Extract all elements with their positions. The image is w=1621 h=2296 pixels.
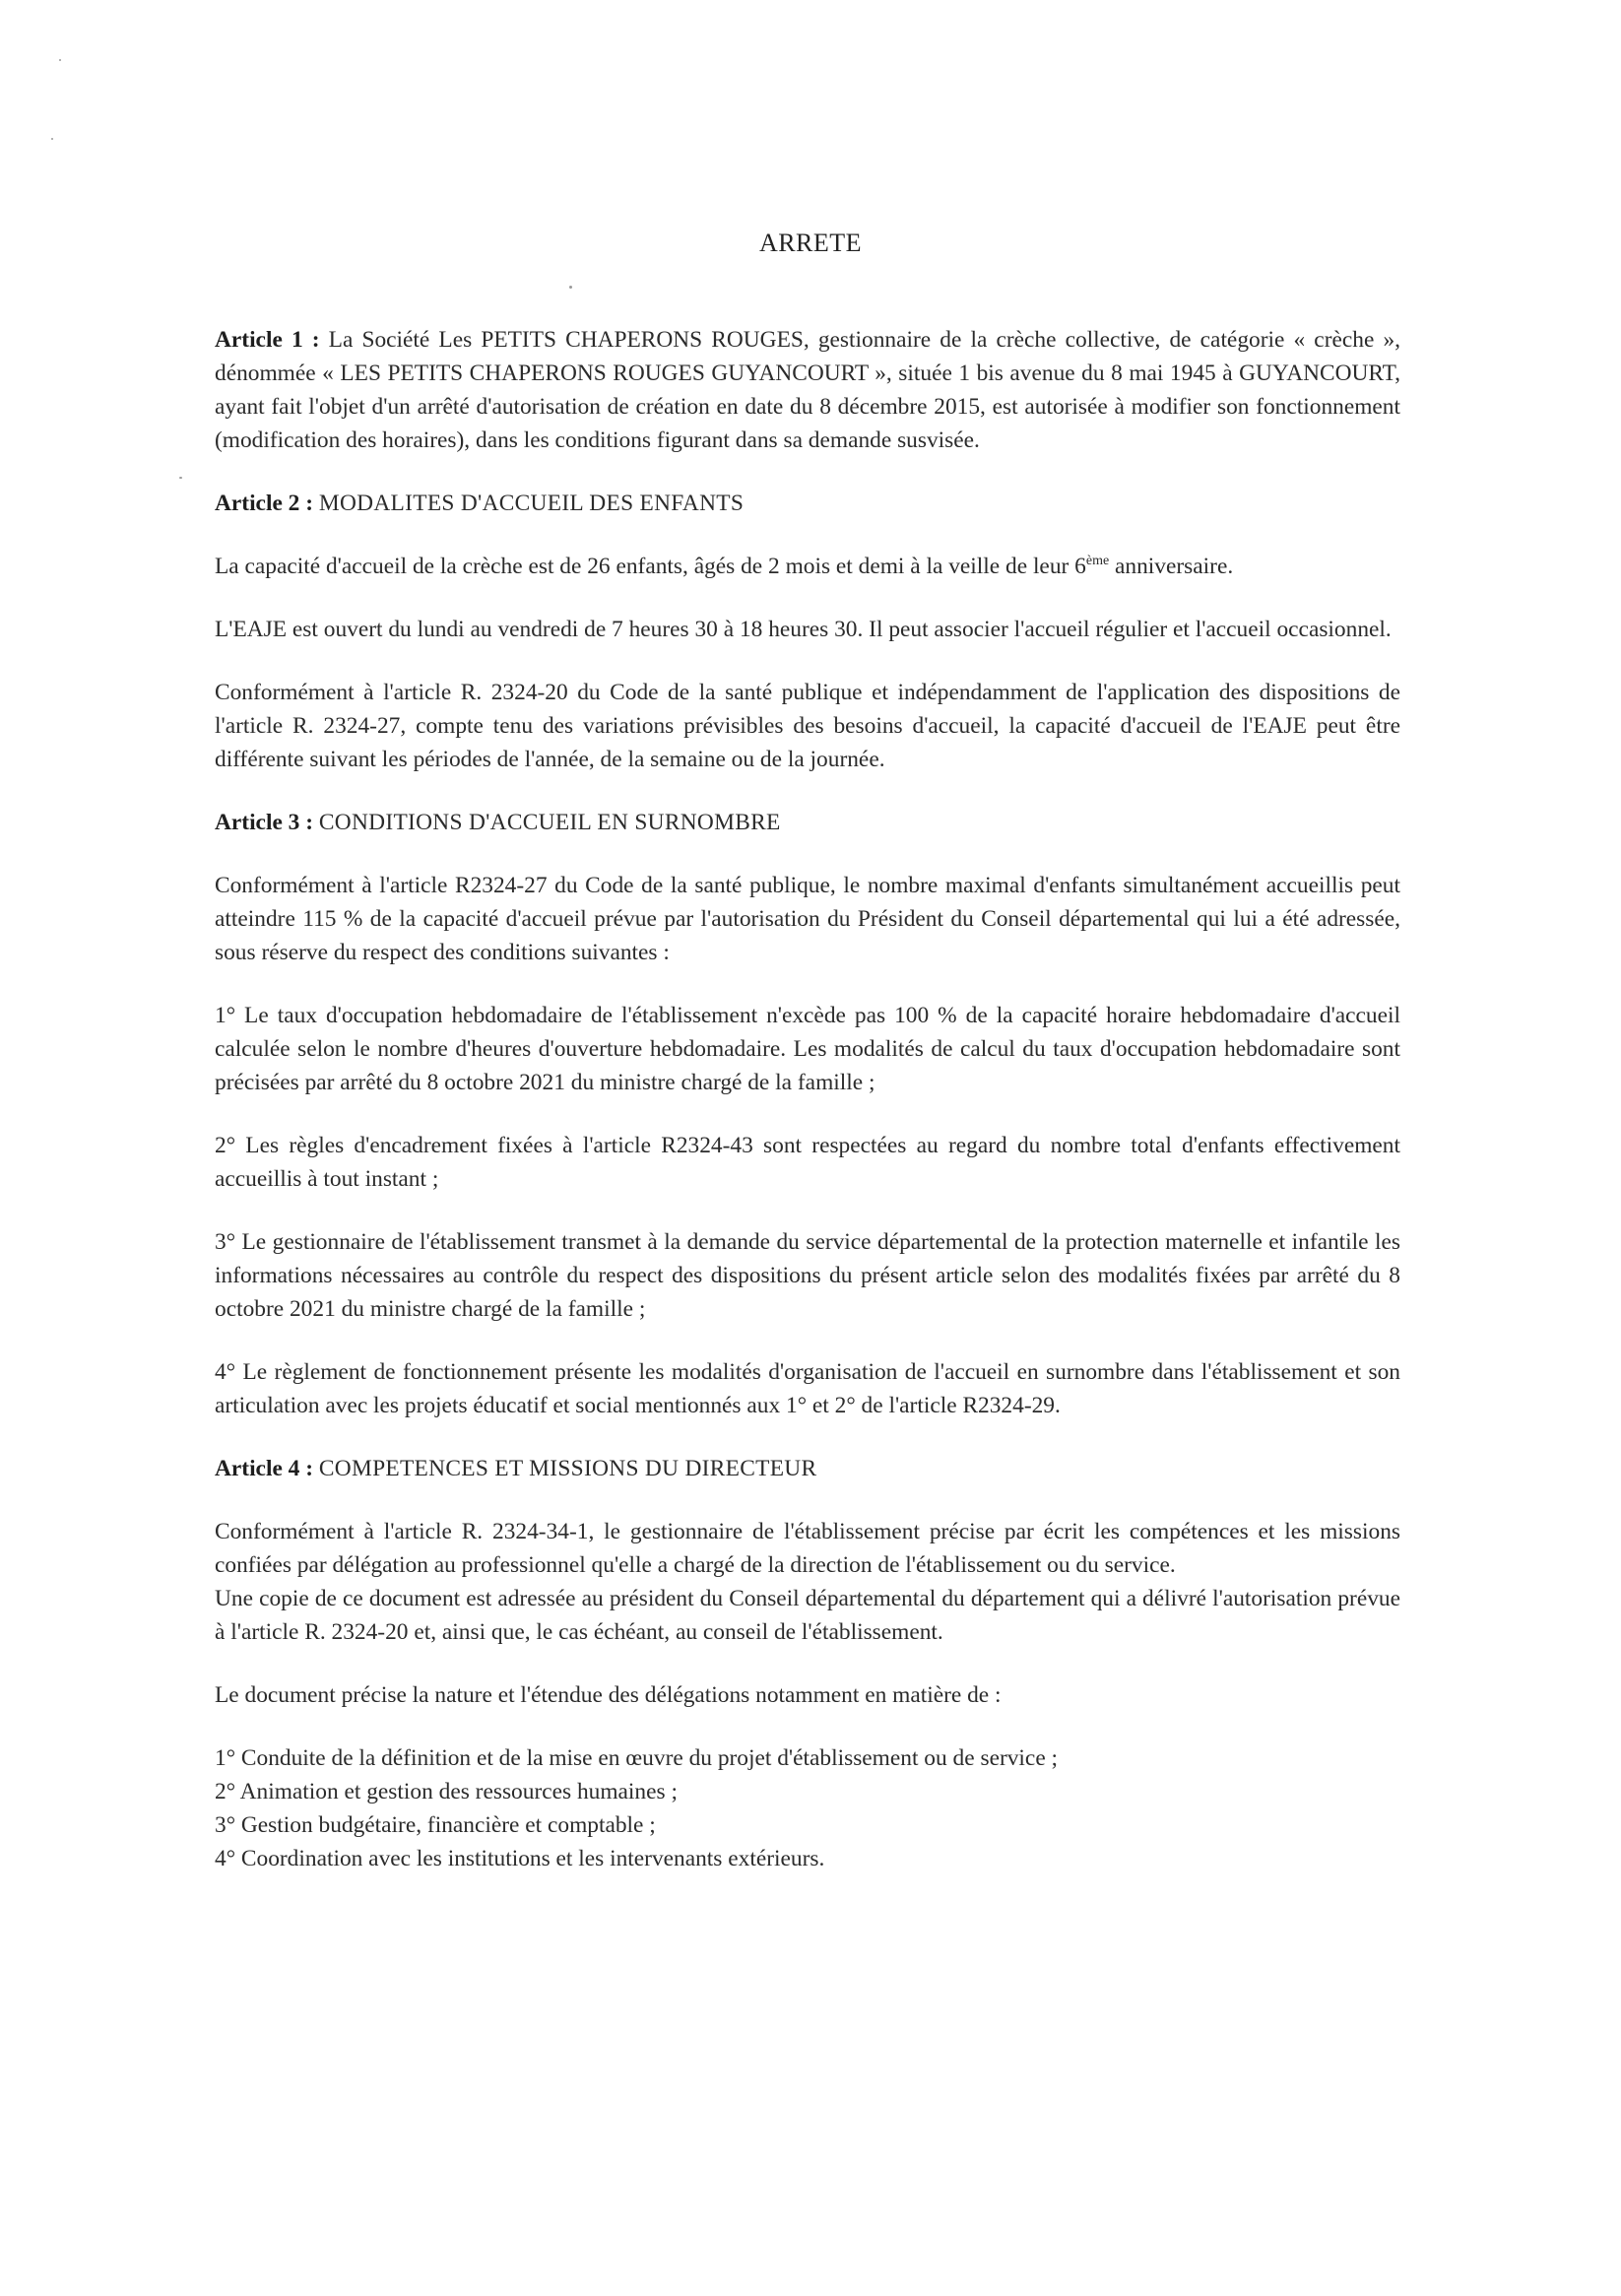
article-4-competences: Conformément à l'article R. 2324-34-1, le gestionnaire de l'établissement précise par écrit les compétences et les missions confiées par délégation au professionnel qu'elle a chargé de la direction de l'établissement ou du service. <box>215 1519 1400 1578</box>
article-2-heading <box>215 487 1400 520</box>
article-2-capacity-text: La capacité d'accueil de la crèche est de 26 enfants, âgés de 2 mois et demi à la veille de leur 6 <box>215 554 1086 579</box>
article-3-title: CONDITIONS D'ACCUEIL EN SURNOMBRE <box>318 810 781 835</box>
article-4-delegations-intro: Le document précise la nature et l'étendue des délégations notamment en matière de : <box>215 1682 1002 1708</box>
document-title: ARRETE <box>758 229 863 257</box>
list-item: 1° Conduite de la définition et de la mise en œuvre du projet d'établissement ou de service ; <box>215 1745 1059 1771</box>
article-2-title: MODALITES D'ACCUEIL DES ENFANTS <box>318 491 745 516</box>
article-3-condition-4: 4° Le règlement de fonctionnement présente les modalités d'organisation de l'accueil en surnombre dans l'établissement et son articulation avec les projets éducatif et social mentionnés aux 1° et 2° de l'article R2324-29. <box>215 1359 1400 1418</box>
article-1-label: Article 1 : <box>215 327 320 353</box>
scan-speck <box>569 286 572 289</box>
ordinal-suffix: ème <box>1085 554 1110 569</box>
article-2-hours: L'EAJE est ouvert du lundi au vendredi de 7 heures 30 à 18 heures 30. Il peut associer l'accueil régulier et l'accueil occasionnel. <box>215 617 1392 642</box>
article-2-capacity <box>215 550 1400 583</box>
article-3-condition-3: 3° Le gestionnaire de l'établissement transmet à la demande du service départemental de la protection maternelle et infantile les informations nécessaires au contrôle du respect des dispositions du présent article selon des modalités fixées par arrêté du 8 octobre 2021 du ministre chargé de la famille ; <box>215 1229 1400 1322</box>
article-2-capacity-end: anniversaire. <box>1109 554 1234 579</box>
article-3-heading <box>215 806 1400 839</box>
scan-speck <box>59 59 61 61</box>
article-1 <box>215 323 1400 457</box>
article-4-heading <box>215 1452 1400 1485</box>
article-2-variations: Conformément à l'article R. 2324-20 du Code de la santé publique et indépendamment de l'application des dispositions de l'article R. 2324-27, compte tenu des variations prévisibles des besoins d'accueil, la capacité d'accueil de l'EAJE peut être différente suivant les périodes de l'année, de la semaine ou de la journée. <box>215 680 1400 772</box>
article-3-intro: Conformément à l'article R2324-27 du Code de la santé publique, le nombre maximal d'enfants simultanément accueillis peut atteindre 115 % de la capacité d'accueil prévue par l'autorisation du Président du Conseil départemental qui lui a été adressée, sous réserve du respect des conditions suivantes : <box>215 873 1400 965</box>
list-item: 4° Coordination avec les institutions et les intervenants extérieurs. <box>215 1846 825 1871</box>
article-4-copy: Une copie de ce document est adressée au président du Conseil départemental du département qui a délivré l'autorisation prévue à l'article R. 2324-20 et, ainsi que, le cas échéant, au conseil de l'établissement. <box>215 1586 1400 1645</box>
list-item: 2° Animation et gestion des ressources humaines ; <box>215 1779 678 1804</box>
article-3-label: Article 3 : <box>215 810 314 835</box>
list-item: 3° Gestion budgétaire, financière et comptable ; <box>215 1812 656 1838</box>
article-2-label: Article 2 : <box>215 491 314 516</box>
article-1-text: La Société Les PETITS CHAPERONS ROUGES, gestionnaire de la crèche collective, de catégorie « crèche », dénommée « LES PETITS CHAPERONS ROUGES GUYANCOURT », située 1 bis avenue du 8 mai 1945 à GUYANCOURT, ayant fait l'objet d'un arrêté d'autorisation de création en date du 8 décembre 2015, est autorisée à modifier son fonctionnement (modification des horaires), dans les conditions figurant dans sa demande susvisée. <box>215 327 1400 453</box>
article-4-label: Article 4 : <box>215 1456 314 1481</box>
article-3-condition-2: 2° Les règles d'encadrement fixées à l'article R2324-43 sont respectées au regard du nombre total d'enfants effectivement accueillis à tout instant ; <box>215 1133 1400 1192</box>
scan-speck <box>179 477 182 479</box>
article-3-condition-1: 1° Le taux d'occupation hebdomadaire de l'établissement n'excède pas 100 % de la capacité horaire hebdomadaire d'accueil calculée selon le nombre d'heures d'ouverture hebdomadaire. Les modalités de calcul du taux d'occupation hebdomadaire sont précisées par arrêté du 8 octobre 2021 du ministre chargé de la famille ; <box>215 1003 1400 1095</box>
delegations-list <box>215 1741 1400 1875</box>
document-body <box>215 323 1400 1875</box>
article-4-title: COMPETENCES ET MISSIONS DU DIRECTEUR <box>318 1456 817 1481</box>
scan-speck <box>51 138 53 140</box>
